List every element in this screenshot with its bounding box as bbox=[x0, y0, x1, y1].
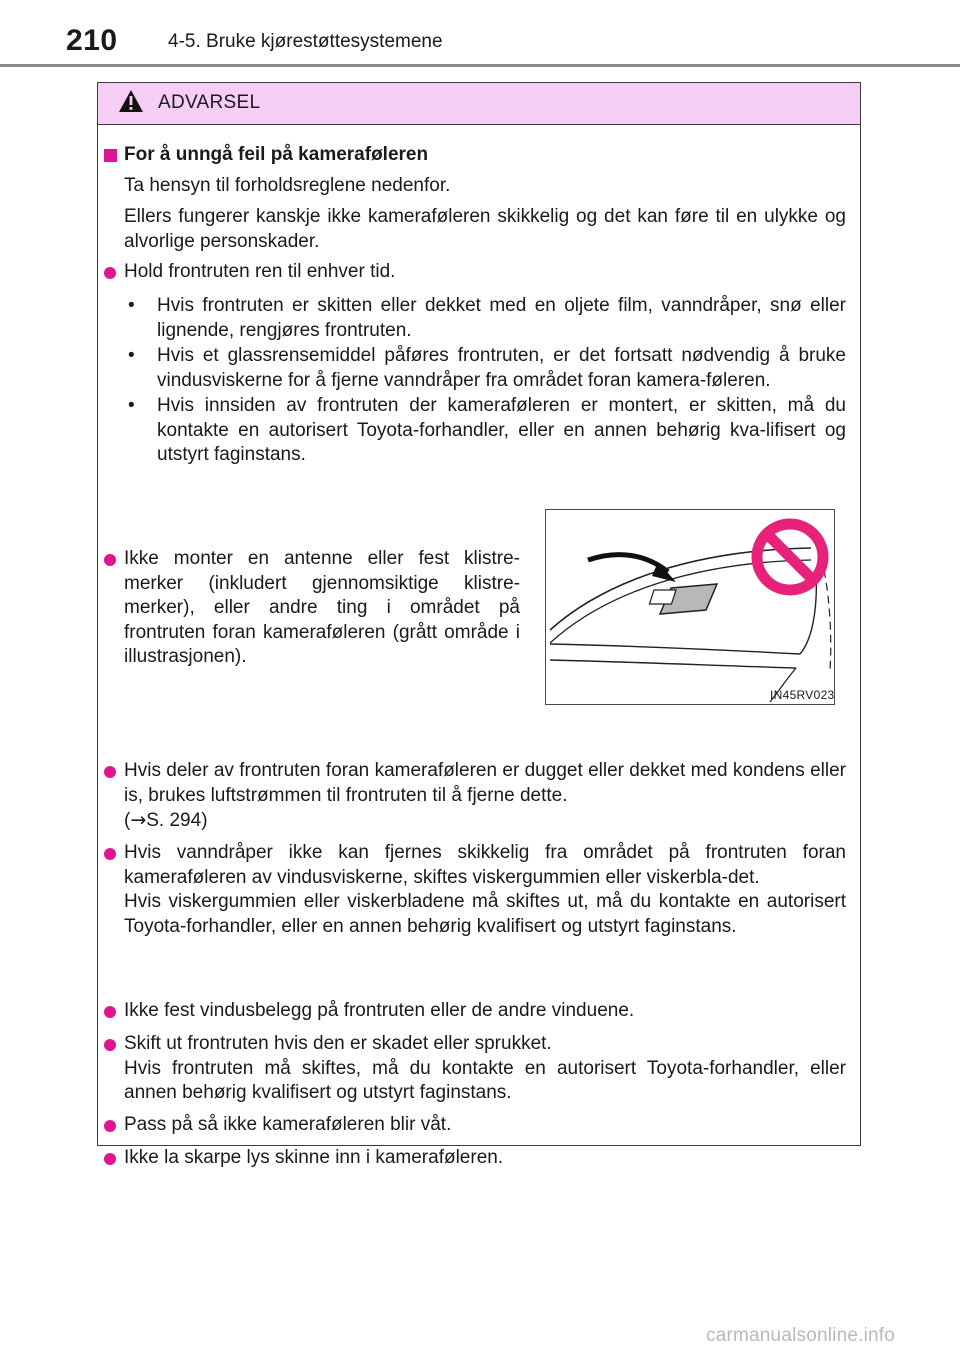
sub-list-item: • Hvis et glassrensemiddel påføres frontruten, er det fortsatt nødvendig å bruke vindusviskerne for å fjerne vanndråper fra området foran kamera-føleren. bbox=[128, 345, 846, 391]
sub-list bbox=[124, 294, 846, 468]
list-item: Hvis vanndråper ikke kan fjernes skikkelig fra området på frontruten foran kameraføleren av vindusviskerne, skiftes viskergummien eller viskerbla-det. Hvis viskergummien eller viskerbladene må skiftes ut, må du kontakte en autorisert Toyota-forhandler, eller en annen behørig kvalifisert og utstyrt faginstans. bbox=[124, 842, 846, 937]
circle-bullet-icon bbox=[104, 1120, 116, 1132]
prohibition-icon bbox=[757, 524, 823, 590]
circle-bullet-icon bbox=[104, 267, 116, 279]
circle-bullet-icon bbox=[104, 848, 116, 860]
bullet: • bbox=[128, 395, 135, 416]
circle-bullet-icon bbox=[104, 554, 116, 566]
page-header bbox=[0, 0, 960, 66]
bullet: • bbox=[128, 345, 135, 366]
intro-text: Ta hensyn til forholdsreglene nedenfor. bbox=[124, 175, 451, 196]
list-item: Hold frontruten ren til enhver tid. bbox=[124, 261, 396, 282]
list-item: Ikke monter en antenne eller fest klistre-merker (inkludert gjennomsiktige klistre-merker), eller andre ting i området på frontruten foran kameraføleren (grått område i illustrasjonen). bbox=[124, 548, 520, 667]
sub-list-item: • Hvis frontruten er skitten eller dekket med en oljete film, vanndråper, snø eller lignende, rengjøres frontruten. bbox=[128, 295, 846, 341]
circle-bullet-icon bbox=[104, 1006, 116, 1018]
warning-header bbox=[98, 83, 860, 125]
windshield-illustration bbox=[545, 509, 835, 705]
list-item: Pass på så ikke kameraføleren blir våt. bbox=[124, 1114, 452, 1135]
section-title: 4-5. Bruke kjørestøttesystemene bbox=[168, 31, 443, 52]
list-item: Skift ut frontruten hvis den er skadet eller sprukket. Hvis frontruten må skiftes, må du kontakte en autorisert Toyota-forhandler, eller annen behørig kvalifisert og utstyrt faginstans. bbox=[124, 1033, 846, 1103]
intro-text: Ellers fungerer kanskje ikke kameraføleren skikkelig og det kan føre til en ulykke og alvorlige personskader. bbox=[124, 206, 846, 252]
warning-title: ADVARSEL bbox=[158, 92, 261, 113]
header-divider bbox=[0, 64, 960, 67]
circle-bullet-icon bbox=[104, 1153, 116, 1165]
warning-triangle-icon bbox=[118, 89, 144, 113]
figure-code: IN45RV023 bbox=[770, 688, 835, 702]
bullet: • bbox=[128, 295, 135, 316]
square-bullet-icon bbox=[104, 149, 117, 162]
watermark-text: carmanualsonline.info bbox=[706, 1325, 896, 1346]
page-number: 210 bbox=[66, 24, 118, 57]
list-item: Ikke la skarpe lys skinne inn i kameraføleren. bbox=[124, 1147, 504, 1168]
warning-heading: For å unngå feil på kameraføleren bbox=[124, 144, 429, 165]
sub-list-item: • Hvis innsiden av frontruten der kameraføleren er montert, er skitten, må du kontakte en autorisert Toyota-forhandler, eller en annen behørig kva-lifisert og utstyrt faginstans. bbox=[128, 395, 846, 465]
list-item: Hvis deler av frontruten foran kameraføleren er dugget eller dekket med kondens eller is, brukes luftstrømmen til frontruten til å fjerne dette. (→S. 294) bbox=[124, 760, 846, 831]
circle-bullet-icon bbox=[104, 1039, 116, 1051]
list-item: Ikke fest vindusbelegg på frontruten eller de andre vinduene. bbox=[124, 1000, 635, 1021]
circle-bullet-icon bbox=[104, 766, 116, 778]
windshield-drawing bbox=[546, 510, 834, 704]
